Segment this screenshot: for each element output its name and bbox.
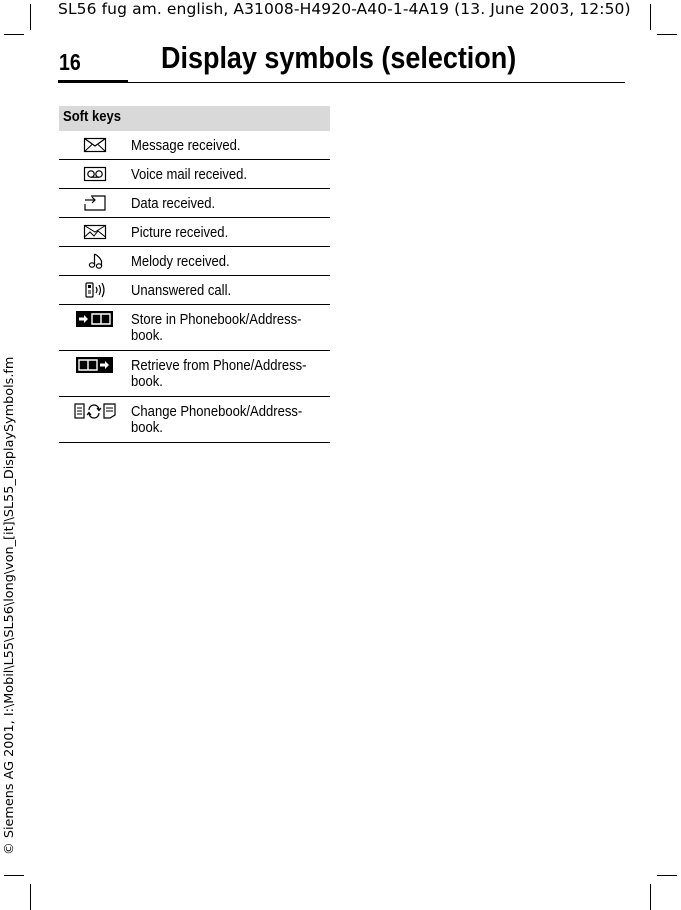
row-text: Voice mail received. <box>131 167 248 183</box>
row-text: Store in Phonebook/Address- <box>131 312 302 328</box>
side-margin-text: © Siemens AG 2001, I:\Mobil\L55\SL56\long\von_[it]\SL55_DisplaySymbols.fm <box>2 356 17 855</box>
title-rule-thick <box>58 80 128 83</box>
unanswered-call-icon <box>59 276 131 304</box>
table-row <box>59 276 330 305</box>
crop-mark <box>657 875 677 876</box>
row-text: book. <box>131 374 163 390</box>
table-header-label: Soft keys <box>63 109 122 125</box>
change-phonebook-icon <box>59 397 131 442</box>
table-header <box>59 106 330 131</box>
crop-mark <box>4 34 24 35</box>
table-row <box>59 131 330 160</box>
soft-keys-table <box>59 106 330 443</box>
crop-mark <box>4 875 24 876</box>
row-text: Retrieve from Phone/Address- <box>131 358 307 374</box>
table-row <box>59 247 330 276</box>
title-rule <box>128 82 625 83</box>
message-envelope-icon <box>59 131 131 159</box>
table-row <box>59 160 330 189</box>
voicemail-icon <box>59 160 131 188</box>
table-row <box>59 218 330 247</box>
row-text: Melody received. <box>131 254 230 270</box>
table-row <box>59 305 330 351</box>
row-text: book. <box>131 328 163 344</box>
page-title: Display symbols (selection) <box>161 40 517 75</box>
page-number: 16 <box>59 49 81 75</box>
table-row <box>59 397 330 443</box>
crop-mark <box>30 4 31 30</box>
table-row <box>59 189 330 218</box>
crop-mark <box>30 884 31 910</box>
row-text: Change Phonebook/Address- <box>131 404 303 420</box>
row-text: Message received. <box>131 138 241 154</box>
retrieve-phonebook-icon <box>59 351 131 396</box>
row-text: Picture received. <box>131 225 229 241</box>
crop-mark <box>657 34 677 35</box>
crop-mark <box>650 4 651 30</box>
table-row <box>59 351 330 397</box>
running-header: SL56 fug am. english, A31008-H4920-A40-1-4A19 (13. June 2003, 12:50) <box>58 0 631 18</box>
row-text: Data received. <box>131 196 216 212</box>
row-text: Unanswered call. <box>131 283 232 299</box>
data-received-icon <box>59 189 131 217</box>
picture-received-icon <box>59 218 131 246</box>
crop-mark <box>650 884 651 910</box>
store-phonebook-icon <box>59 305 131 350</box>
melody-note-icon <box>59 247 131 275</box>
row-text: book. <box>131 420 163 436</box>
